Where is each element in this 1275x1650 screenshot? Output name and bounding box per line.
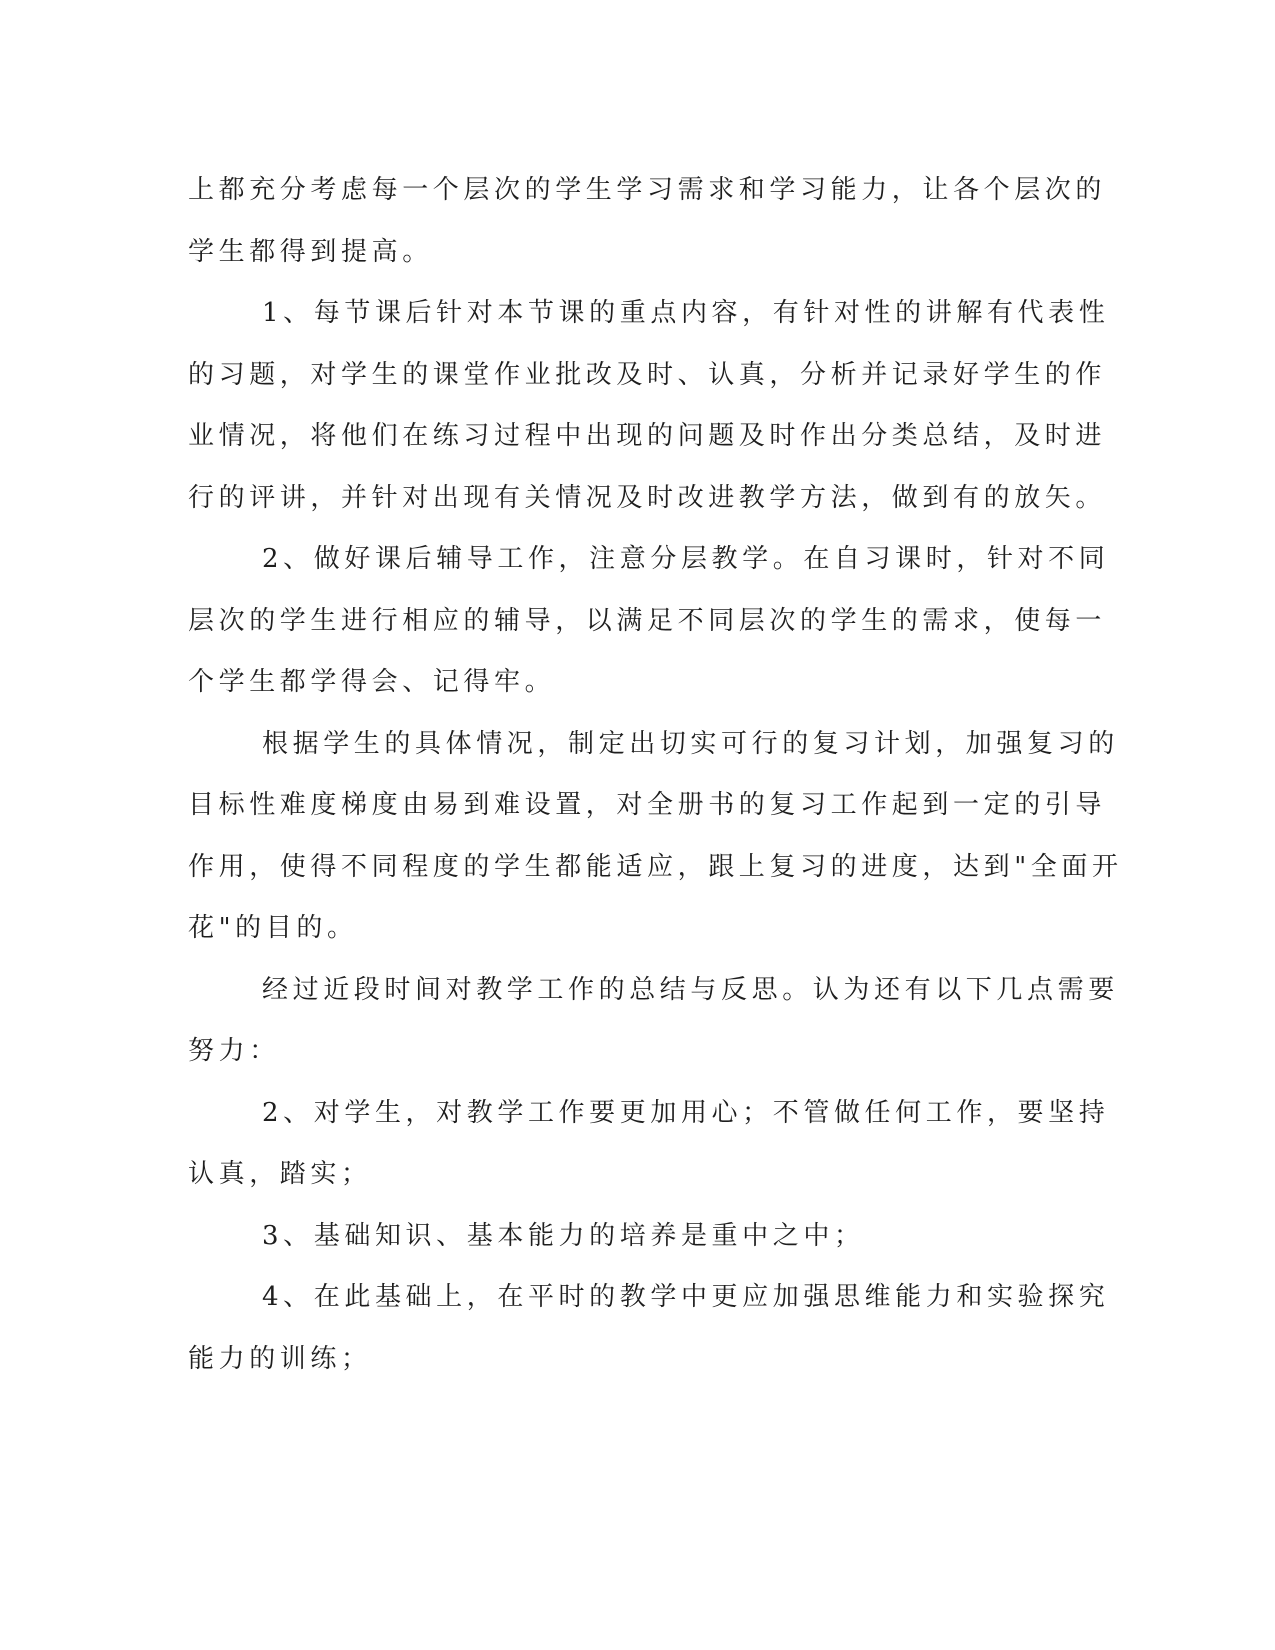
paragraph: [188, 1267, 1110, 1390]
paragraph: [188, 283, 1110, 529]
text-line: 上都充分考虑每一个层次的学生学习需求和学习能力，让各个层次的: [188, 175, 1107, 205]
paragraph: [188, 529, 1110, 714]
text-line: 作用，使得不同程度的学生都能适应，跟上复习的进度，达到"全面开: [188, 851, 1123, 882]
paragraph: [188, 960, 1119, 1083]
text-line: 4、在此基础上，在平时的教学中更应加强思维能力和实验探究: [262, 1282, 1110, 1312]
paragraph: [188, 160, 1107, 283]
text-line: 花"的目的。: [188, 913, 358, 943]
text-line: 能力的训练；: [188, 1343, 372, 1374]
text-line: 学生都得到提高。: [188, 236, 433, 267]
text-line: 2、做好课后辅导工作，注意分层教学。在自习课时，针对不同: [262, 544, 1110, 574]
text-line: 的习题，对学生的课堂作业批改及时、认真，分析并记录好学生的作: [188, 359, 1107, 390]
text-line: 目标性难度梯度由易到难设置，对全册书的复习工作起到一定的引导: [188, 790, 1107, 820]
paragraph: [188, 714, 1123, 960]
text-line: 业情况，将他们在练习过程中出现的问题及时作出分类总结，及时进: [188, 421, 1107, 451]
text-line: 经过近段时间对教学工作的总结与反思。认为还有以下几点需要: [262, 974, 1119, 1005]
text-line: 个学生都学得会、记得牢。: [188, 667, 556, 697]
document-body: [188, 160, 1123, 1390]
text-line: 3、基础知识、基本能力的培养是重中之中；: [262, 1220, 865, 1251]
text-line: 层次的学生进行相应的辅导，以满足不同层次的学生的需求，使每一: [188, 605, 1107, 636]
paragraph: [188, 1206, 1068, 1268]
text-line: 根据学生的具体情况，制定出切实可行的复习计划，加强复习的: [262, 728, 1119, 759]
text-line: 2、对学生，对教学工作要更加用心；不管做任何工作，要坚持: [262, 1097, 1110, 1128]
paragraph: [188, 1083, 1110, 1206]
text-line: 认真，踏实；: [188, 1159, 372, 1189]
text-line: 努力：: [188, 1036, 280, 1066]
text-line: 1、每节课后针对本节课的重点内容，有针对性的讲解有代表性: [262, 298, 1110, 328]
text-line: 行的评讲，并针对出现有关情况及时改进教学方法，做到有的放矢。: [188, 482, 1107, 513]
